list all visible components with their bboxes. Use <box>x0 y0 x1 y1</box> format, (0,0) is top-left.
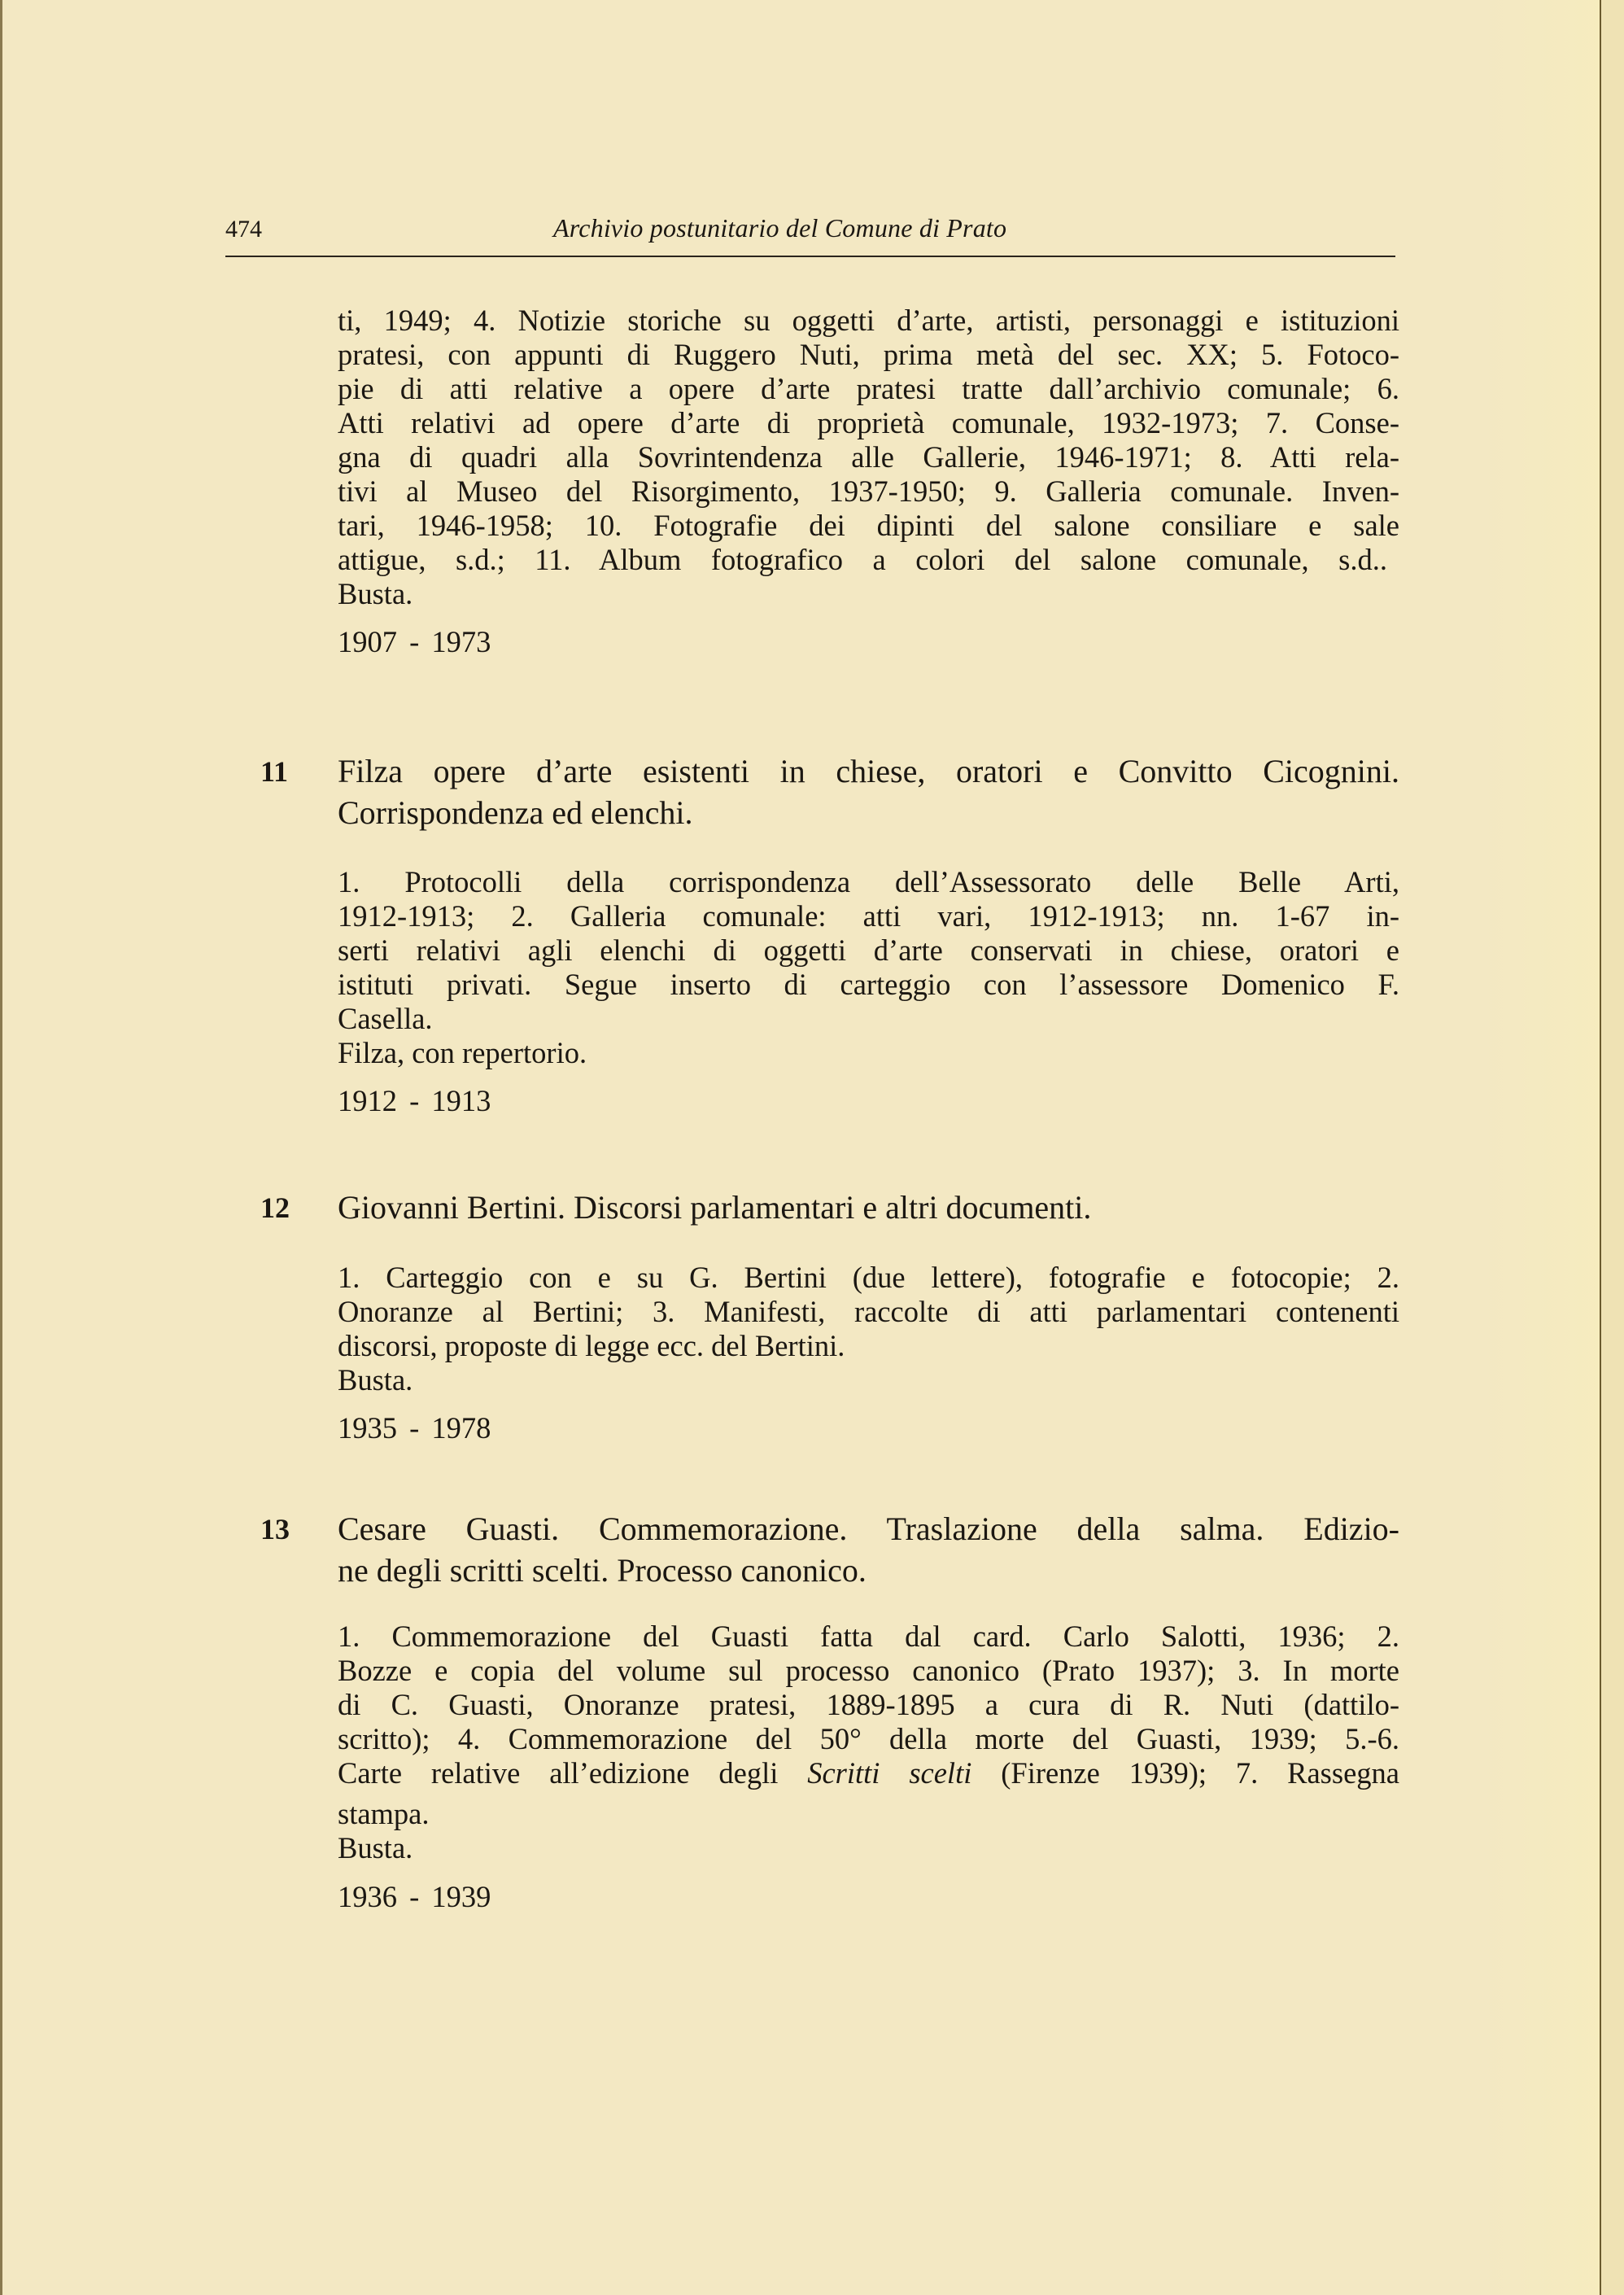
body-line: discorsi, proposte di legge ecc. del Bertini. <box>338 1329 845 1362</box>
entry-title-line: ne degli scritti scelti. Processo canonico. <box>338 1552 867 1589</box>
body-line: Casella. <box>338 1002 433 1035</box>
entry-title-line: Filza opere d’arte esistenti in chiese, oratori e Convitto Cicognini. <box>338 753 1399 789</box>
page-right-edge <box>1600 0 1624 2295</box>
body-line: istituti privati. Segue inserto di carteggio con l’assessore Domenico F. <box>338 968 1399 1001</box>
page-left-edge <box>0 0 2 2295</box>
body-line: 1. Commemorazione del Guasti fatta dal card. Carlo Salotti, 1936; 2. <box>338 1620 1399 1653</box>
entry-title-line: Giovanni Bertini. Discorsi parlamentari e altri documenti. <box>338 1189 1092 1226</box>
date-range: 1936 - 1939 <box>338 1880 491 1913</box>
page-gutter-shade <box>1481 0 1600 2295</box>
text-run: (Firenze 1939); 7. Rassegna <box>971 1756 1399 1790</box>
body-line: pratesi, con appunti di Ruggero Nuti, prima metà del sec. XX; 5. Fotoco- <box>338 338 1399 371</box>
body-line: tivi al Museo del Risorgimento, 1937-1950; 9. Galleria comunale. Inven- <box>338 474 1399 508</box>
running-title: Archivio postunitario del Comune di Prato <box>553 213 1007 243</box>
body-line: serti relativi agli elenchi di oggetti d’arte conservati in chiese, oratori e <box>338 933 1399 967</box>
page-number: 474 <box>225 216 262 243</box>
body-line: 1. Protocolli della corrispondenza dell’Assessorato delle Belle Arti, <box>338 865 1399 898</box>
entry-number: 11 <box>260 755 289 788</box>
entry-number: 12 <box>260 1191 290 1224</box>
entry-number: 13 <box>260 1513 290 1545</box>
body-line: Atti relativi ad opere d’arte di proprietà comunale, 1932-1973; 7. Conse- <box>338 406 1399 439</box>
date-range: 1912 - 1913 <box>338 1084 491 1117</box>
physical-description: Busta. <box>338 1363 413 1397</box>
body-line: attigue, s.d.; 11. Album fotografico a colori del salone comunale, s.d.. <box>338 543 1387 576</box>
body-line: ti, 1949; 4. Notizie storiche su oggetti d’arte, artisti, personaggi e istituzioni <box>338 304 1399 337</box>
body-line: gna di quadri alla Sovrintendenza alle Gallerie, 1946-1971; 8. Atti rela- <box>338 440 1399 474</box>
body-line: scritto); 4. Commemorazione del 50° della morte del Guasti, 1939; 5.-6. <box>338 1722 1399 1755</box>
body-line: Onoranze al Bertini; 3. Manifesti, raccolte di atti parlamentari contenenti <box>338 1295 1399 1328</box>
text-run: Carte relative all’edizione degli <box>338 1756 808 1790</box>
date-range: 1935 - 1978 <box>338 1411 491 1445</box>
body-line: 1912-1913; 2. Galleria comunale: atti vari, 1912-1913; nn. 1-67 in- <box>338 899 1399 933</box>
physical-description: Busta. <box>338 577 413 610</box>
physical-description: Busta. <box>338 1831 413 1864</box>
body-line: Bozze e copia del volume sul processo canonico (Prato 1937); 3. In morte <box>338 1654 1399 1687</box>
entry-title-line: Cesare Guasti. Commemorazione. Traslazione della salma. Edizio- <box>338 1510 1399 1547</box>
italic-title: Scritti scelti <box>807 1756 972 1790</box>
body-line-with-italic <box>338 1756 1399 1790</box>
body-line: tari, 1946-1958; 10. Fotografie dei dipinti del salone consiliare e sale <box>338 509 1399 542</box>
date-range: 1907 - 1973 <box>338 625 491 658</box>
header-rule <box>225 256 1395 257</box>
body-line: di C. Guasti, Onoranze pratesi, 1889-1895 a cura di R. Nuti (dattilo- <box>338 1688 1399 1721</box>
body-line: pie di atti relative a opere d’arte pratesi tratte dall’archivio comunale; 6. <box>338 372 1399 405</box>
physical-description: Filza, con repertorio. <box>338 1036 587 1069</box>
body-line: 1. Carteggio con e su G. Bertini (due lettere), fotografie e fotocopie; 2. <box>338 1261 1399 1294</box>
entry-title-line: Corrispondenza ed elenchi. <box>338 794 693 831</box>
body-line: stampa. <box>338 1797 430 1830</box>
